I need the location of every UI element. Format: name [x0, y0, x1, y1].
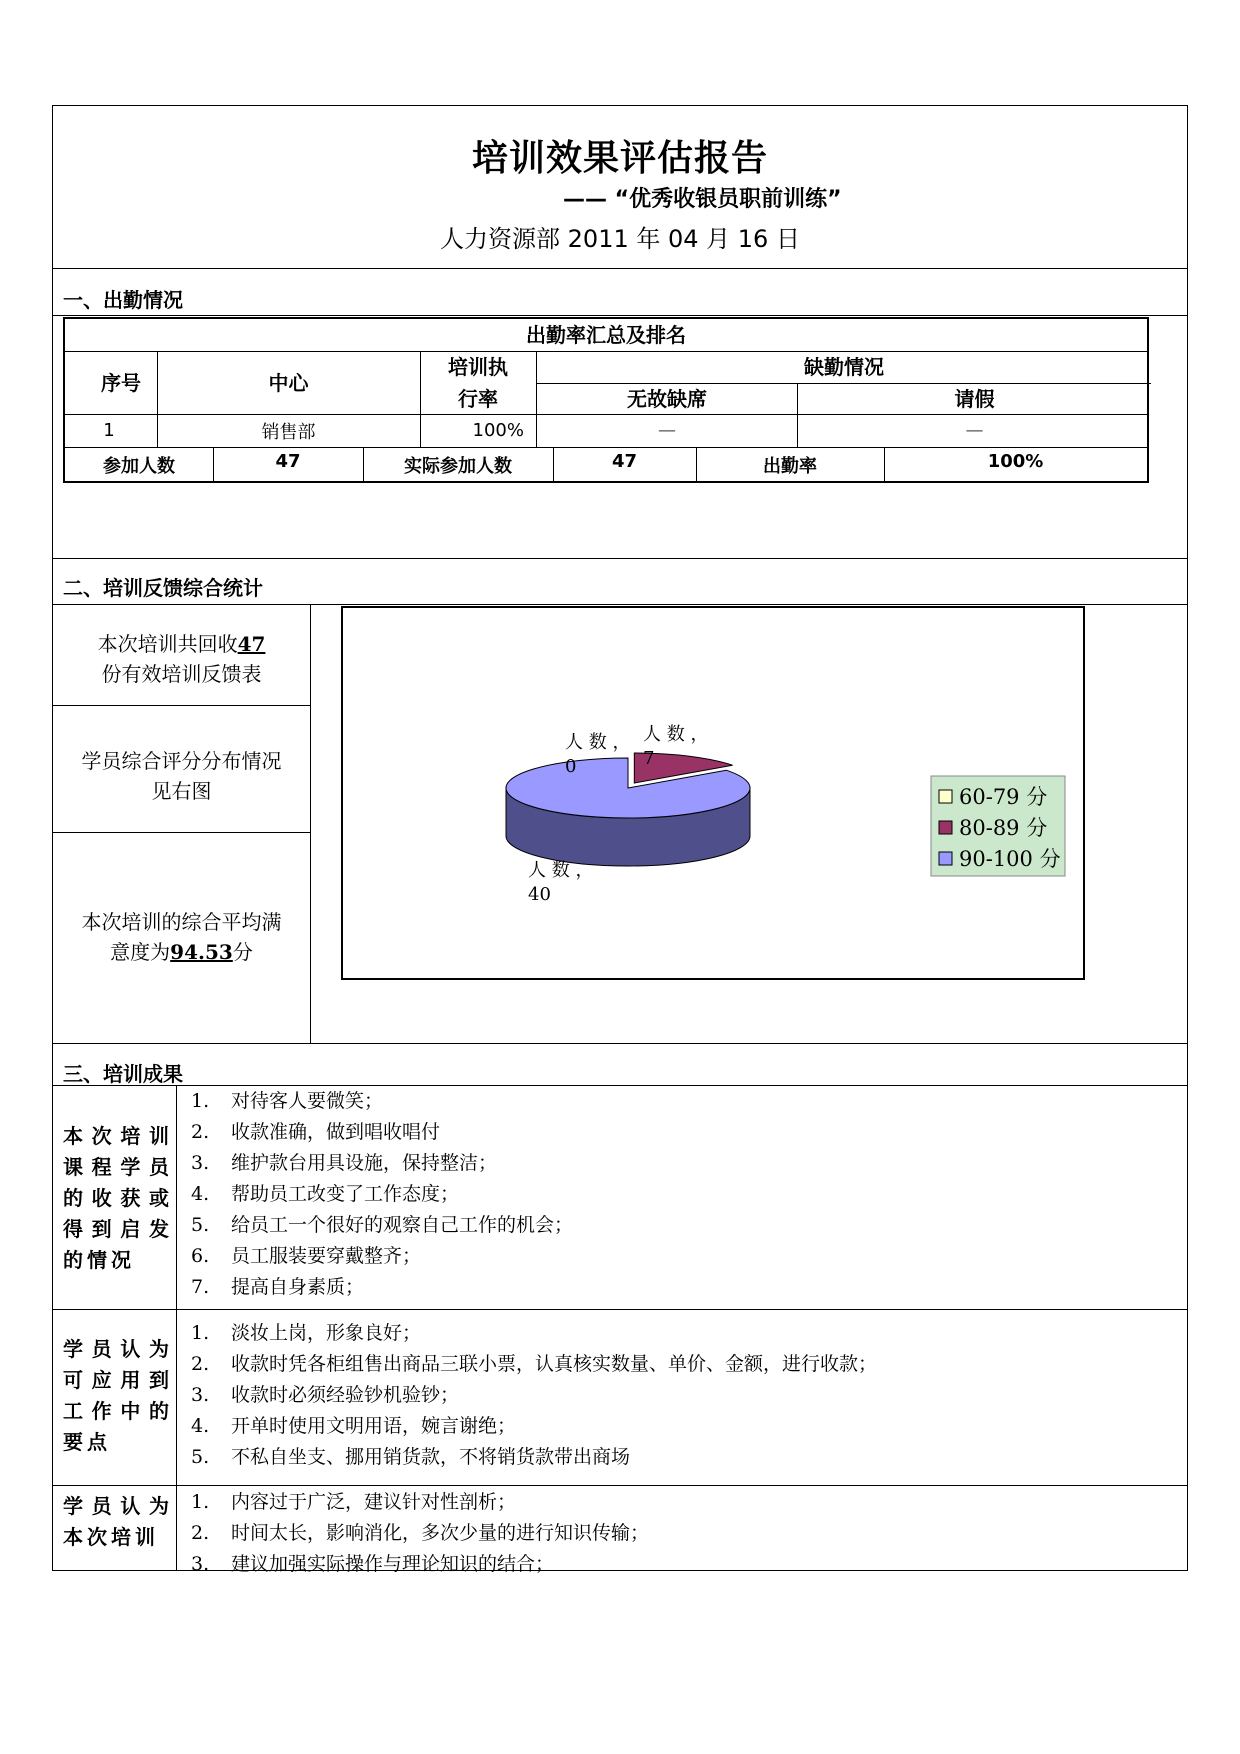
- data-label-2: 人 数 ， 40: [528, 860, 594, 905]
- divider: [53, 1043, 1187, 1044]
- gains-item: 5. 给员工一个很好的观察自己工作的机会；: [191, 1214, 574, 1236]
- gains-item: 7. 提高自身素质；: [191, 1276, 365, 1298]
- divider: [53, 268, 1187, 269]
- gains-item: 4. 帮助员工改变了工作态度；: [191, 1183, 460, 1205]
- points-item: 1. 淡妆上岗，形象良好；: [191, 1322, 422, 1344]
- points-item: 4. 开单时使用文明用语，婉言谢绝；: [191, 1415, 517, 1437]
- points-item: 2. 收款时凭各柜组售出商品三联小票，认真核实数量、单价、金额，进行收款；: [191, 1353, 878, 1375]
- score-distribution-line1: 学员综合评分分布情况: [81, 749, 282, 773]
- participants-value: 47: [275, 451, 301, 472]
- legend-label-1: 80-89 分: [959, 816, 1048, 840]
- improve-item: 2. 时间太长，影响消化，多次少量的进行知识传输；: [191, 1522, 650, 1544]
- data-label-1: 人 数 ， 7: [643, 724, 709, 769]
- row-center: 销售部: [261, 421, 316, 443]
- report-subtitle: —— “优秀收银员职前训练”: [563, 187, 842, 212]
- divider: [53, 315, 1187, 316]
- satisfaction-line1: 本次培训的综合平均满: [81, 910, 282, 934]
- improve-item: 3. 建议加强实际操作与理论知识的结合；: [191, 1553, 555, 1575]
- attendance-value: 100%: [987, 451, 1044, 472]
- divider: [53, 832, 310, 833]
- row-leave: —: [965, 419, 984, 441]
- improve-item: 1. 内容过于广泛，建议针对性剖析；: [191, 1491, 517, 1513]
- col-rate: 培训执行率: [448, 354, 508, 411]
- divider: [176, 1085, 177, 1571]
- participants-label: 参加人数: [103, 455, 175, 477]
- feedback-count-value: 47: [237, 632, 266, 656]
- legend-swatch-2: [939, 852, 952, 865]
- row-rate: 100%: [472, 419, 524, 441]
- improve-list: [181, 1487, 649, 1580]
- section2-heading: 二、培训反馈综合统计: [63, 576, 263, 600]
- col-leave: 请假: [954, 386, 995, 411]
- satisfaction-value: 94.53: [170, 940, 233, 964]
- divider: [53, 705, 310, 706]
- divider: [310, 604, 311, 1043]
- row-seq: 1: [103, 419, 115, 441]
- section3-heading: 三、培训成果: [63, 1062, 183, 1086]
- satisfaction-box: [53, 907, 310, 967]
- score-pie-chart: [341, 606, 1085, 980]
- gains-item: 3. 维护款台用具设施，保持整洁；: [191, 1152, 498, 1174]
- attendance-table: [63, 317, 1149, 483]
- gains-item: 6. 员工服装要穿戴整齐；: [191, 1245, 422, 1267]
- feedback-count-post: 份有效培训反馈表: [101, 662, 262, 686]
- report-frame: [52, 105, 1188, 1575]
- actual-label: 实际参加人数: [404, 455, 512, 477]
- actual-value: 47: [611, 451, 638, 472]
- satisfaction-pre: 意度为: [110, 940, 171, 964]
- col-absence: 缺勤情况: [804, 355, 884, 379]
- points-item: 3. 收款时必须经验钞机验钞；: [191, 1384, 460, 1406]
- legend-label-0: 60-79 分: [959, 785, 1048, 809]
- data-label-0: 人 数 ， 0: [565, 732, 631, 777]
- legend-swatch-0: [939, 790, 952, 803]
- section1-heading: 一、出勤情况: [63, 288, 183, 312]
- gains-item: 1. 对待客人要微笑；: [191, 1090, 384, 1112]
- legend-swatch-1: [939, 821, 952, 834]
- divider: [53, 558, 1187, 559]
- attendance-label: 出勤率: [763, 455, 817, 477]
- report-title: 培训效果评估报告: [471, 138, 768, 179]
- points-item: 5. 不私自坐支、挪用销货款，不将销货款带出商场: [191, 1446, 631, 1468]
- score-distribution-box: [53, 746, 310, 806]
- divider: [53, 604, 1187, 605]
- report-dateline: 人力资源部 2011 年 04 月 16 日: [440, 225, 800, 253]
- gains-list: [181, 1086, 573, 1303]
- col-center: 中心: [268, 370, 309, 395]
- satisfaction-post: 分: [232, 940, 253, 964]
- col-absent-noreason: 无故缺席: [627, 386, 707, 411]
- feedback-count-box: [53, 629, 310, 689]
- score-distribution-line2: 见右图: [151, 779, 212, 803]
- divider: [53, 1309, 1187, 1310]
- pie-slice-2: [506, 758, 750, 866]
- points-label: 学员认为可应用到工作中的要点: [63, 1337, 173, 1454]
- attendance-table-title: 出勤率汇总及排名: [526, 323, 686, 347]
- points-list: [181, 1318, 877, 1473]
- divider: [53, 1485, 1187, 1486]
- improve-label: 学员认为本次培训: [63, 1494, 173, 1549]
- pie-chart-svg: [343, 608, 1083, 978]
- gains-label: 本次培训课程学员的收获或得到启发的情况: [63, 1124, 173, 1272]
- feedback-count-pre: 本次培训共回收: [97, 632, 238, 656]
- row-absent: —: [658, 419, 676, 441]
- gains-item: 2. 收款准确，做到唱收唱付: [191, 1121, 441, 1143]
- legend-label-2: 90-100 分: [959, 847, 1061, 871]
- col-seq: 序号: [101, 370, 141, 395]
